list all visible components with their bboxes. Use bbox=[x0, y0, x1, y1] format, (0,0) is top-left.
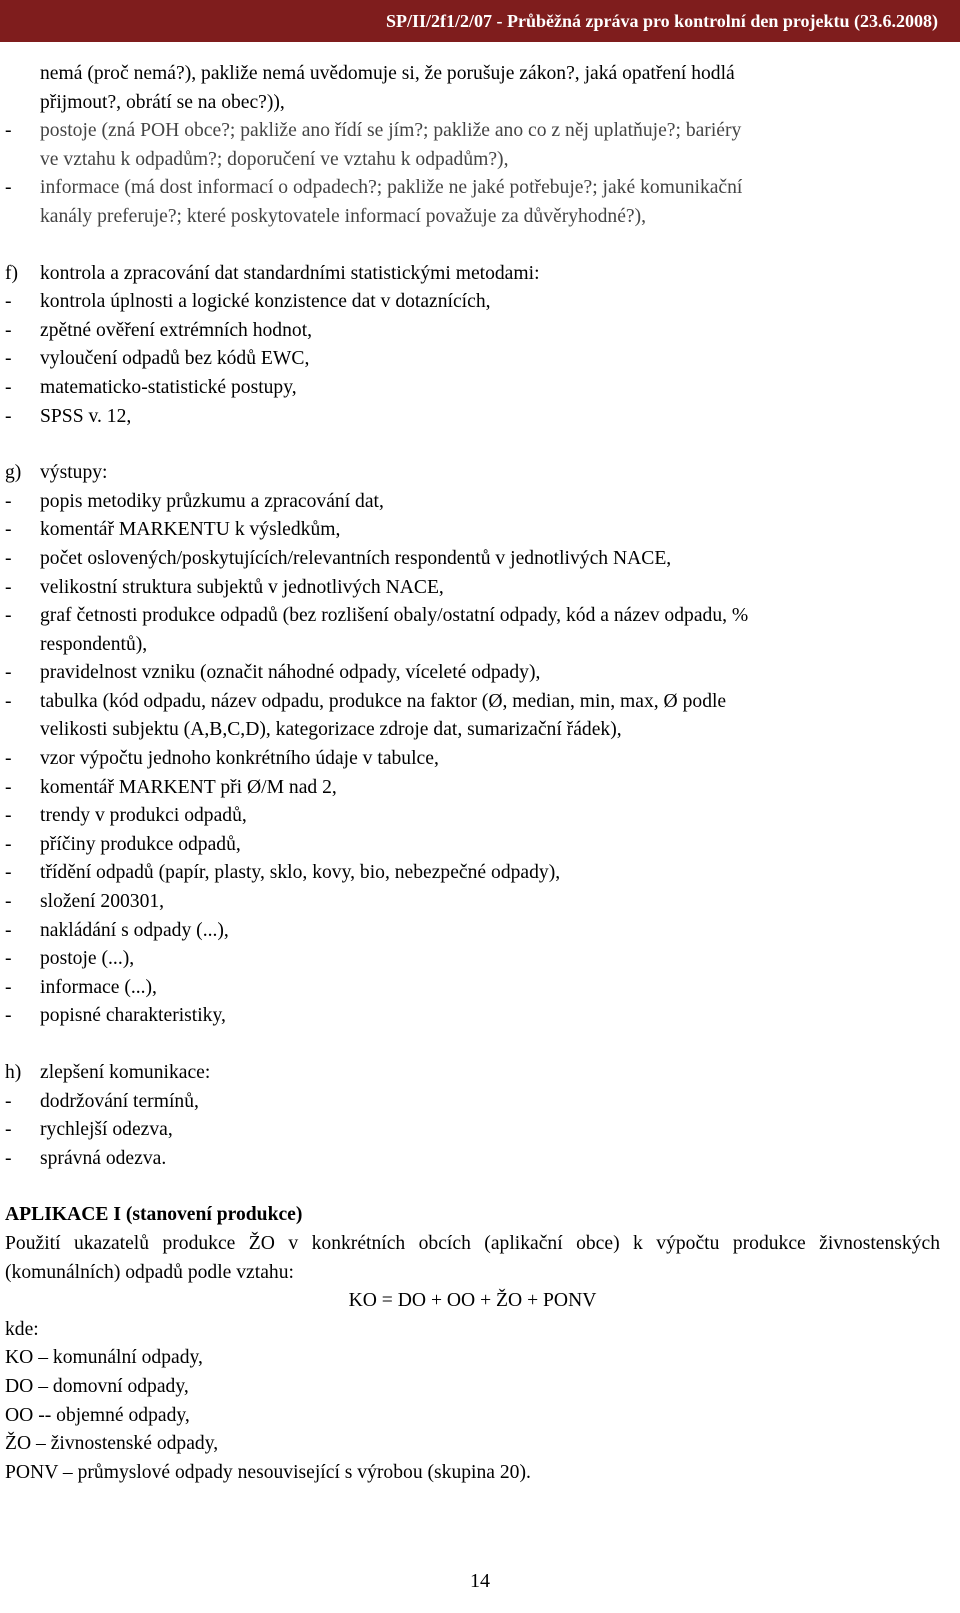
list-item-text: tabulka (kód odpadu, název odpadu, produkce na faktor (Ø, median, min, max, Ø podle bbox=[40, 690, 727, 712]
list-item: - rychlejší odezva, bbox=[5, 1116, 940, 1145]
where-label: kde: bbox=[5, 1318, 39, 1340]
list-item-text: respondentů), bbox=[40, 633, 148, 655]
list-item-text: vzor výpočtu jednoho konkrétního údaje v tabulce, bbox=[40, 748, 439, 770]
definition: ŽO – živnostenské odpady, bbox=[5, 1433, 219, 1455]
list-item-text: graf četnosti produkce odpadů (bez rozlišení obaly/ostatní odpady, kód a název odpadu, % bbox=[40, 605, 749, 627]
bullet-mark: - bbox=[5, 976, 12, 998]
bullet-mark: - bbox=[5, 862, 12, 884]
bullet-mark: - bbox=[5, 519, 12, 541]
bullet-mark: - bbox=[5, 1005, 12, 1027]
bullet-mark: - bbox=[5, 120, 12, 142]
list-item bbox=[5, 602, 940, 659]
list-item-text: složení 200301, bbox=[40, 891, 165, 913]
list-item-text: kontrola úplnosti a logické konzistence dat v dotaznících, bbox=[40, 291, 491, 313]
list-item-text: rychlejší odezva, bbox=[40, 1119, 173, 1141]
list-item: - správná odezva. bbox=[5, 1145, 940, 1174]
definition: OO -- objemné odpady, bbox=[5, 1404, 190, 1426]
list-item-text: třídění odpadů (papír, plasty, sklo, kovy, bio, nebezpečné odpady), bbox=[40, 862, 561, 884]
list-item: - dodržování termínů, bbox=[5, 1088, 940, 1117]
list-item-text: informace (...), bbox=[40, 976, 157, 998]
list-item bbox=[5, 1002, 940, 1031]
bullet-mark: - bbox=[5, 948, 12, 970]
list-item bbox=[5, 745, 940, 774]
list-item: - zpětné ověření extrémních hodnot, bbox=[5, 317, 940, 346]
definition: KO – komunální odpady, bbox=[5, 1347, 203, 1369]
list-item: - kontrola úplnosti a logické konzistence dat v dotaznících, bbox=[5, 288, 940, 317]
bullet-mark: - bbox=[5, 690, 12, 712]
text-line: postoje (zná POH obce?; pakliže ano řídí se jím?; pakliže ano co z něj uplatňuje?; bariéry bbox=[40, 120, 742, 142]
list-item bbox=[5, 888, 940, 917]
list-item-text: příčiny produkce odpadů, bbox=[40, 833, 241, 855]
bullet-mark: - bbox=[5, 662, 12, 684]
aplikace-title: APLIKACE I (stanovení produkce) bbox=[5, 1204, 303, 1226]
list-item-text: komentář MARKENTU k výsledkům, bbox=[40, 519, 341, 541]
definition: PONV – průmyslové odpady nesouvisející s výrobou (skupina 20). bbox=[5, 1461, 531, 1483]
list-item bbox=[5, 802, 940, 831]
list-item bbox=[5, 574, 940, 603]
list-item bbox=[5, 917, 940, 946]
list-item bbox=[5, 688, 940, 745]
definition: DO – domovní odpady, bbox=[5, 1375, 189, 1397]
bullet-mark: - bbox=[5, 605, 12, 627]
section-h-heading bbox=[5, 1059, 940, 1088]
bullet-mark: - bbox=[5, 547, 12, 569]
section-g-list bbox=[5, 488, 940, 1031]
list-item bbox=[5, 831, 940, 860]
page-header bbox=[0, 0, 960, 42]
list-item bbox=[5, 659, 940, 688]
list-item bbox=[5, 117, 940, 174]
header-title: SP/II/2f1/2/07 - Průběžná zpráva pro kontrolní den projektu (23.6.2008) bbox=[385, 10, 938, 31]
list-item bbox=[5, 774, 940, 803]
list-item bbox=[5, 174, 940, 231]
list-item-text: velikosti subjektu (A,B,C,D), kategorizace zdroje dat, sumarizační řádek), bbox=[40, 719, 622, 741]
text-line: kanály preferuje?; které poskytovatele informací považuje za důvěryhodné?), bbox=[40, 205, 647, 227]
list-item-text: matematicko-statistické postupy, bbox=[40, 376, 297, 398]
aplikace-paragraph: Použití ukazatelů produkce ŽO v konkrétních obcích (aplikační obce) k výpočtu produkce živnostenských (komunálních) odpadů podle vztahu: bbox=[5, 1232, 940, 1283]
list-item bbox=[5, 945, 940, 974]
continued-paragraph bbox=[5, 60, 940, 117]
list-item-text: správná odezva. bbox=[40, 1147, 167, 1169]
page-number: 14 bbox=[470, 1570, 490, 1592]
text-line: nemá (proč nemá?), pakliže nemá uvědomuje si, že porušuje zákon?, jaká opatření hodlá bbox=[40, 63, 735, 84]
list-item bbox=[5, 545, 940, 574]
section-label: h) bbox=[5, 1062, 22, 1083]
list-item bbox=[5, 974, 940, 1003]
list-item: - vyloučení odpadů bez kódů EWC, bbox=[5, 345, 940, 374]
list-item-text: velikostní struktura subjektů v jednotlivých NACE, bbox=[40, 576, 444, 598]
bullet-mark: - bbox=[5, 576, 12, 598]
text-line: přijmout?, obrátí se na obec?)), bbox=[40, 91, 285, 113]
bullet-mark: - bbox=[5, 833, 12, 855]
list-item-text: komentář MARKENT při Ø/M nad 2, bbox=[40, 776, 337, 798]
bullet-mark: - bbox=[5, 919, 12, 941]
bullet-mark: - bbox=[5, 177, 12, 199]
text-line: ve vztahu k odpadům?; doporučení ve vztahu k odpadům?), bbox=[40, 148, 509, 170]
bullet-mark: - bbox=[5, 748, 12, 770]
section-title: kontrola a zpracování dat standardními statistickými metodami: bbox=[40, 262, 540, 284]
list-item bbox=[5, 859, 940, 888]
list-item-text: SPSS v. 12, bbox=[40, 405, 132, 427]
section-g-heading bbox=[5, 459, 940, 488]
list-item-text: nakládání s odpady (...), bbox=[40, 919, 229, 941]
list-item-text: počet oslovených/poskytujících/relevantních respondentů v jednotlivých NACE, bbox=[40, 547, 672, 569]
bullet-mark: - bbox=[5, 891, 12, 913]
section-title: zlepšení komunikace: bbox=[40, 1062, 211, 1083]
list-item-text: popisné charakteristiky, bbox=[40, 1005, 226, 1027]
list-item: - matematicko-statistické postupy, bbox=[5, 374, 940, 403]
bullet-mark: - bbox=[5, 805, 12, 827]
list-item-text: trendy v produkci odpadů, bbox=[40, 805, 247, 827]
list-item-text: pravidelnost vzniku (označit náhodné odpady, víceleté odpady), bbox=[40, 662, 541, 684]
list-item-text: popis metodiky průzkumu a zpracování dat, bbox=[40, 490, 384, 512]
formula: KO = DO + OO + ŽO + PONV bbox=[348, 1290, 597, 1312]
list-item-text: postoje (...), bbox=[40, 948, 135, 970]
list-item bbox=[5, 488, 940, 517]
list-item: - SPSS v. 12, bbox=[5, 403, 940, 432]
bullet-mark: - bbox=[5, 490, 12, 512]
list-item-text: dodržování termínů, bbox=[40, 1090, 199, 1112]
section-f-heading bbox=[5, 260, 940, 289]
list-item-text: vyloučení odpadů bez kódů EWC, bbox=[40, 348, 310, 370]
list-item bbox=[5, 516, 940, 545]
section-label: f) bbox=[5, 262, 19, 284]
text-line: informace (má dost informací o odpadech?; pakliže ne jaké potřebuje?; jaké komunikační bbox=[40, 177, 743, 199]
section-title: výstupy: bbox=[40, 462, 108, 484]
bullet-mark: - bbox=[5, 776, 12, 798]
list-item-text: zpětné ověření extrémních hodnot, bbox=[40, 319, 313, 341]
document-body bbox=[5, 60, 940, 1487]
section-label: g) bbox=[5, 462, 22, 484]
